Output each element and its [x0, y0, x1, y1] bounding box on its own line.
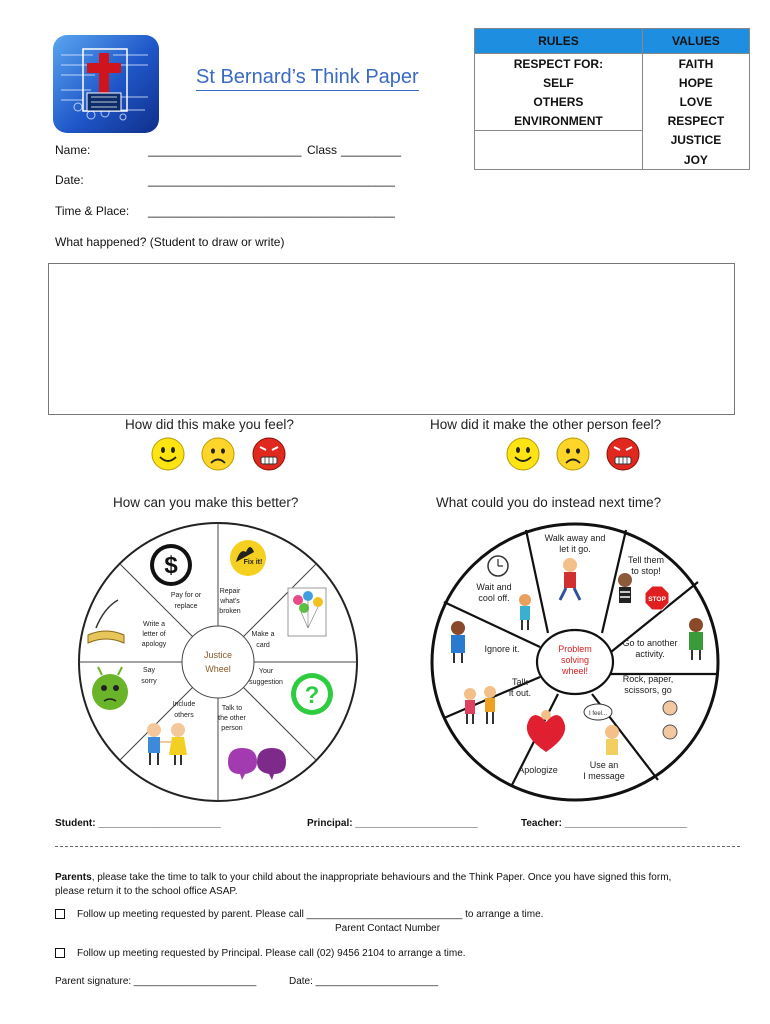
rules-values-table	[474, 28, 750, 170]
instead-question: What could you do instead next time?	[436, 495, 662, 510]
segment-label: Your suggestion	[249, 668, 283, 686]
rule-cell	[475, 131, 643, 151]
feel-self-question: How did this make you feel?	[125, 417, 294, 432]
segment-label: Say sorry	[141, 667, 157, 685]
svg-text:?: ?	[304, 682, 320, 709]
name-label: Name:	[55, 143, 91, 157]
segment-label: Rock, paper, scissors, go	[622, 674, 674, 695]
make-better-question: How can you make this better?	[113, 495, 299, 510]
card-balloons-icon	[288, 588, 326, 636]
problem-solving-wheel	[430, 522, 720, 802]
segment-label: Talk it out.	[508, 677, 532, 698]
parent-date-field[interactable]: Date: ______________________	[289, 976, 439, 987]
rule-cell: RESPECT FOR:	[475, 54, 643, 74]
time-place-field[interactable]: _____________________________________	[148, 204, 395, 218]
segment-label: Make a card	[251, 631, 275, 649]
parent-signature-field[interactable]: Parent signature: ______________________	[55, 976, 257, 987]
parents-notice	[55, 871, 745, 899]
segment-label: Tell them to stop!	[627, 555, 665, 576]
svg-text:Fix it!: Fix it!	[243, 559, 263, 566]
crest-icon	[53, 35, 159, 133]
question-mark-icon	[291, 673, 333, 715]
rule-cell: OTHERS	[475, 92, 643, 111]
sad-face-icon[interactable]	[201, 437, 235, 471]
justice-wheel	[76, 520, 360, 804]
dollar-icon	[150, 544, 192, 586]
rule-cell: ENVIRONMENT	[475, 111, 643, 131]
svg-text:STOP: STOP	[648, 596, 666, 603]
segment-label: Repair what's broken	[219, 588, 241, 615]
date-label: Date:	[55, 173, 84, 187]
segment-label: Walk away and let it go.	[544, 533, 606, 554]
rules-header: RULES	[475, 29, 643, 54]
svg-text:$: $	[164, 552, 178, 579]
rule-cell	[475, 150, 643, 170]
value-cell: RESPECT	[642, 111, 749, 131]
segment-label: Ignore it.	[484, 644, 520, 654]
problem-wheel-center: Problem solving wheel!	[558, 644, 592, 676]
what-happened-label: What happened? (Student to draw or write)	[55, 235, 285, 249]
happy-face-icon[interactable]	[151, 437, 185, 471]
rule-cell: SELF	[475, 73, 643, 92]
values-header: VALUES	[642, 29, 749, 54]
time-place-label: Time & Place:	[55, 204, 130, 218]
segment-label: Use an I message	[583, 760, 625, 781]
segment-label: Apologize	[518, 765, 558, 775]
name-field[interactable]: _______________________	[148, 143, 302, 157]
parent-followup-row	[55, 909, 543, 920]
parents-text: , please take the time to talk to your child about the inappropriate behaviours and the Think Paper. Once you have signed this form,	[91, 872, 672, 883]
parent-followup-checkbox[interactable]	[55, 909, 65, 919]
segment-label: Talk to the other person	[218, 705, 246, 732]
student-signature-field[interactable]: Student: ______________________	[55, 818, 221, 829]
date-field[interactable]: _____________________________________	[148, 173, 395, 187]
page-title: St Bernard’s Think Paper	[196, 66, 419, 91]
justice-wheel-center: Justice	[203, 650, 233, 660]
parents-lead: Parents	[55, 872, 92, 883]
segment-label: Include others	[172, 701, 196, 719]
parent-contact-label: Parent Contact Number	[335, 923, 441, 934]
segment-label: Write a letter of apology	[141, 621, 167, 648]
value-cell: JOY	[642, 150, 749, 170]
value-cell: JUSTICE	[642, 131, 749, 151]
school-logo	[53, 35, 159, 133]
value-cell: LOVE	[642, 92, 749, 111]
segment-label: Pay for or replace	[170, 592, 202, 610]
value-cell: FAITH	[642, 54, 749, 74]
principal-followup-row	[55, 948, 466, 959]
teacher-signature-field[interactable]: Teacher: ______________________	[521, 818, 688, 829]
cut-line	[55, 846, 740, 847]
stop-sign-icon	[645, 586, 669, 610]
svg-text:I feel...: I feel...	[588, 711, 608, 717]
angry-face-icon[interactable]	[252, 437, 286, 471]
feel-other-question: How did it make the other person feel?	[430, 417, 662, 432]
class-field[interactable]: _________	[341, 143, 402, 157]
justice-wheel-center: Wheel	[205, 664, 231, 674]
principal-signature-field[interactable]: Principal: ______________________	[307, 818, 478, 829]
principal-followup-text: Follow up meeting requested by Principal. Please call (02) 9456 2104 to arrange a time.	[77, 948, 466, 959]
value-cell: HOPE	[642, 73, 749, 92]
segment-label: Go to another activity.	[622, 638, 678, 659]
class-label: Class	[307, 143, 338, 157]
angry-face-icon[interactable]	[606, 437, 640, 471]
fix-it-icon	[230, 540, 266, 576]
parent-followup-text: Follow up meeting requested by parent. Please call ____________________________ to arrange a time.	[77, 909, 544, 920]
principal-followup-checkbox[interactable]	[55, 948, 65, 958]
parents-text: please return it to the school office ASAP.	[55, 886, 238, 897]
segment-label: Wait and cool off.	[476, 582, 512, 603]
clock-icon	[488, 556, 508, 576]
draw-write-box[interactable]	[48, 263, 735, 415]
happy-face-icon[interactable]	[506, 437, 540, 471]
stop-child-icon	[618, 573, 632, 603]
sad-face-icon[interactable]	[556, 437, 590, 471]
